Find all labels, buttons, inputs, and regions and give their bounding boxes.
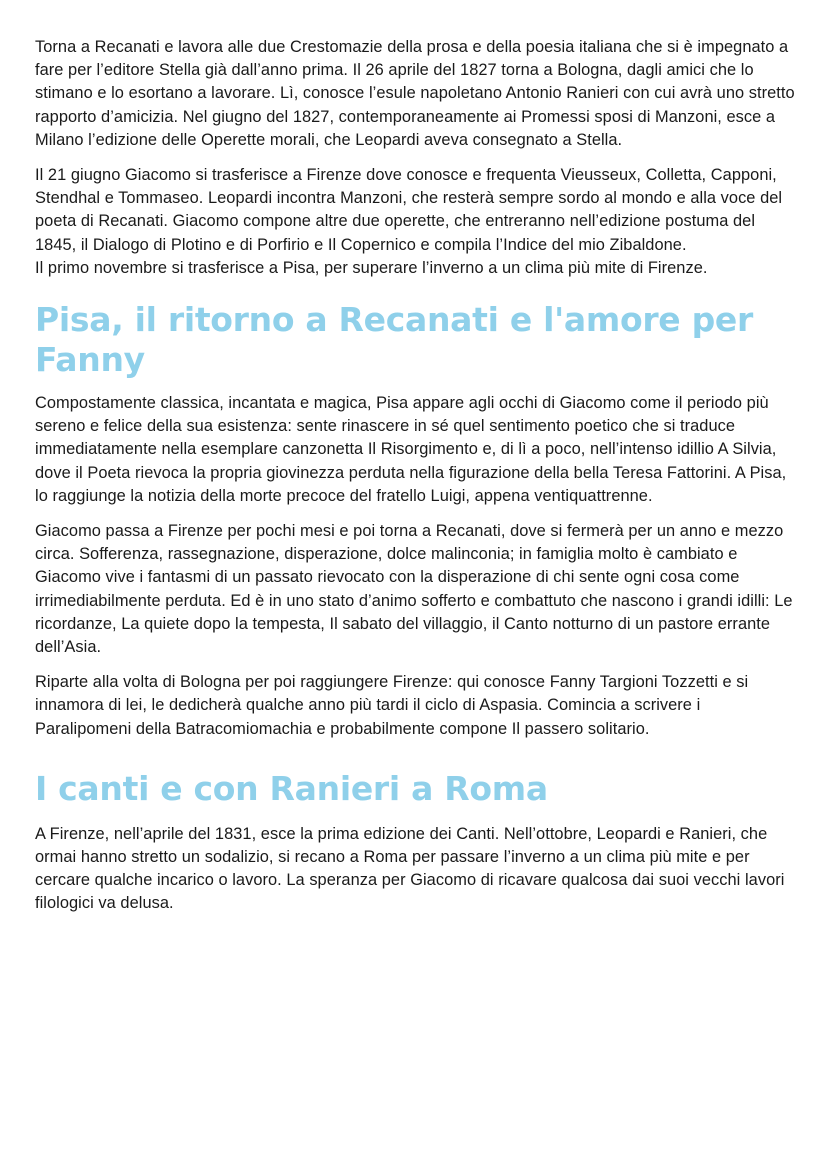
paragraph-crestomazie: Torna a Recanati e lavora alle due Crestomazie della prosa e della poesia italiana che si è impegnato a fare per l’editore Stella già dall’anno prima. Il 26 aprile del 1827 torna a Bologna, dagli amici che lo stimano e lo esortano a lavorare. Lì, conosce l’esule napoletano Antonio Ranieri con cui avrà uno stretto rapporto d’amicizia. Nel giugno del 1827, contemporaneamente ai Promessi sposi di Manzoni, esce a Milano l’edizione delle Operette morali, che Leopardi aveva consegnato a Stella. — [35, 38, 795, 149]
paragraph-fanny: Riparte alla volta di Bologna per poi raggiungere Firenze: qui conosce Fanny Targioni Tozzetti e si innamora di lei, le dedicherà qualche anno più tardi il ciclo di Aspasia. Comincia a scrivere i Paralipomeni della Batracomiomachia e probabilmente compone Il passero solitario. — [35, 673, 749, 738]
paragraph-pisa-serene: Compostamente classica, incantata e magica, Pisa appare agli occhi di Giacomo come il periodo più sereno e felice della sua esistenza: sente rinascere in sé quel sentimento poetico che si traduce immediatamente nella esemplare canzonetta Il Risorgimento e, di lì a poco, nell’intenso idillio A Silvia, dove il Poeta rievoca la propria giovinezza perduta nella figurazione della bella Teresa Fattorini. A Pisa, lo raggiunge la notizia della morte precoce del fratello Luigi, appena ventiquattrenne. — [35, 394, 787, 505]
heading-canti-roma: I canti e con Ranieri a Roma — [35, 768, 548, 808]
paragraph-recanati-return: Giacomo passa a Firenze per pochi mesi e poi torna a Recanati, dove si fermerà per un anno e mezzo circa. Sofferenza, rassegnazione, disperazione, dolce malinconia; in famiglia molto è cambiato e Giacomo vive i fantasmi di un passato rievocato con la disperazione di chi sente ogni cosa come irrimediabilmente perduta. Ed è in uno stato d’animo sofferto e combattuto che nascono i grandi idilli: Le ricordanze, La quiete dopo la tempesta, Il sabato del villaggio, il Canto notturno di un pastore errante dell’Asia. — [35, 522, 793, 657]
heading-pisa-fanny: Pisa, il ritorno a Recanati e l'amore per Fanny — [35, 300, 753, 380]
paragraph-pisa-move: Il primo novembre si trasferisce a Pisa, per superare l’inverno a un clima più mite di Firenze. — [35, 258, 708, 277]
paragraph-canti: A Firenze, nell’aprile del 1831, esce la prima edizione dei Canti. Nell’ottobre, Leopardi e Ranieri, che ormai hanno stretto un sodalizio, si recano a Roma per passare l’inverno a un clima più mite e per cercare qualche incarico o lavoro. La speranza per Giacomo di ricavare qualcosa dai suoi vecchi lavori filologici va delusa. — [35, 824, 785, 913]
paragraph-firenze: Il 21 giugno Giacomo si trasferisce a Firenze dove conosce e frequenta Vieusseux, Colletta, Capponi, Stendhal e Tommaseo. Leopardi incontra Manzoni, che resterà sempre sordo al mondo e alla voce del poeta di Recanati. Giacomo compone altre due operette, che entreranno nell’edizione postuma del 1845, il Dialogo di Plotino e di Porfirio e Il Copernico e compila l’Indice del mio Zibaldone. — [35, 166, 783, 254]
document-page — [35, 36, 795, 928]
